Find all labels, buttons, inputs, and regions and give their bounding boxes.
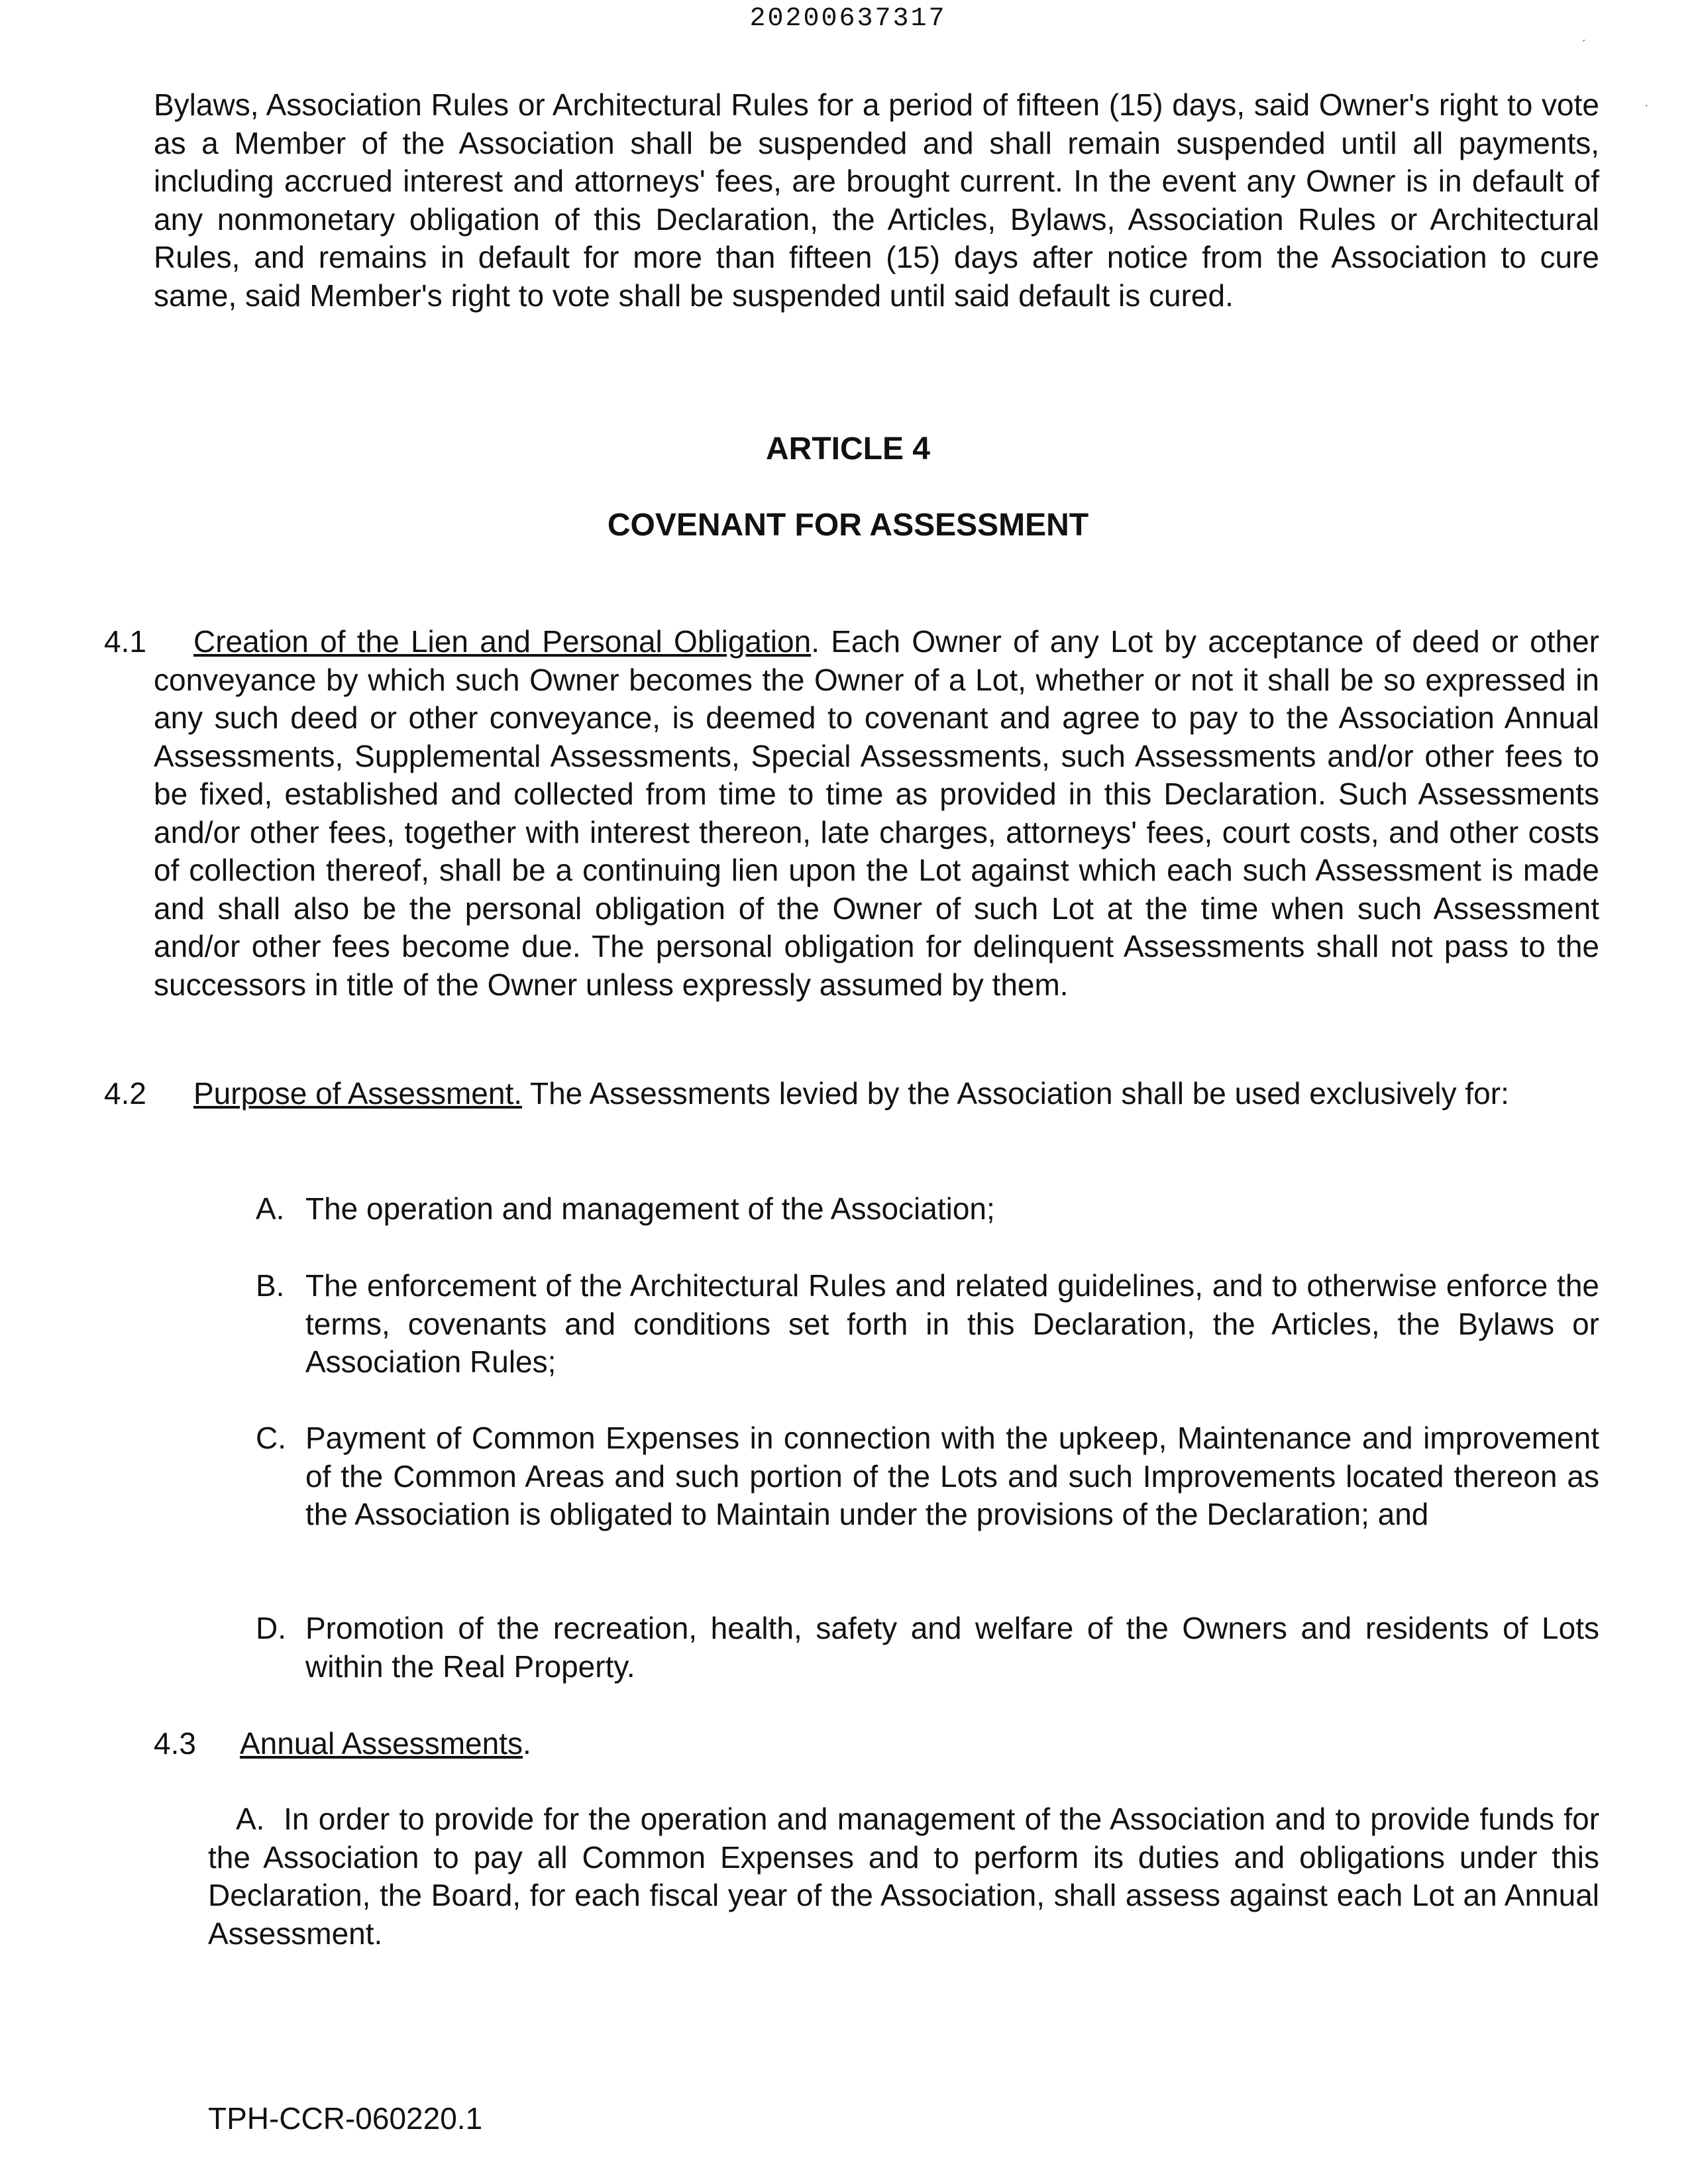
section-body: The Assessments levied by the Association shall be used exclusively for:	[522, 1076, 1509, 1111]
section-4-3	[154, 1725, 531, 1763]
list-item-text: Promotion of the recreation, health, safety and welfare of the Owners and residents of Lots within the Real Property.	[305, 1611, 1599, 1684]
section-body: . Each Owner of any Lot by acceptance of deed or other conveyance by which such Owner becomes the Owner of a Lot, whether or not it shall be so expressed in any such deed or other conveyance, is deemed to covenant and agree to pay to the Association Annual Assessments, Supplemental Assessments, Special Assessments, such Assessments and/or other fees to be fixed, established and collected from time to time as provided in this Declaration. Such Assessments and/or other fees, together with interest thereon, late charges, attorneys' fees, court costs, and other costs of collection thereof, shall be a continuing lien upon the Lot against which each such Assessment is made and shall also be the personal obligation of the Owner of such Lot at the time when such Assessment and/or other fees become due. The personal obligation for delinquent Assessments shall not pass to the successors in title of the Owner unless expressly assumed by them.	[154, 624, 1600, 1002]
section-title: Creation of the Lien and Personal Obligation	[193, 624, 812, 659]
section-4-1	[104, 623, 1600, 1004]
section-4-2	[104, 1075, 1599, 1113]
article-heading: ARTICLE 4	[765, 431, 930, 466]
list-item	[256, 1419, 1599, 1534]
list-item-text: The operation and management of the Association;	[305, 1191, 995, 1226]
list-item	[256, 1267, 1599, 1382]
subsection-letter: A.	[236, 1802, 265, 1836]
list-item-text: Payment of Common Expenses in connection with the upkeep, Maintenance and improvement of the Common Areas and such portion of the Lots and such Improvements located thereon as the Association is obligated to Maintain under the provisions of the Declaration; and	[305, 1421, 1599, 1531]
section-number: 4.1	[104, 624, 146, 659]
list-item-text: The enforcement of the Architectural Rules and related guidelines, and to otherwise enforce the terms, covenants and conditions set forth in this Declaration, the Articles, the Bylaws or Association Rules;	[305, 1268, 1599, 1379]
subsection-text: In order to provide for the operation and management of the Association and to provide funds for the Association to pay all Common Expenses and to perform its duties and obligations under this Declaration, the Board, for each fiscal year of the Association, shall assess against each Lot an Annual Assessment.	[208, 1802, 1600, 1951]
section-title: Purpose of Assessment.	[193, 1076, 523, 1111]
list-item-letter: C.	[256, 1421, 286, 1455]
list-item	[256, 1190, 1599, 1228]
subsection-4-3-a	[208, 1800, 1599, 1953]
section-title: Annual Assessments	[240, 1726, 523, 1761]
list-item	[256, 1610, 1599, 1686]
list-item-letter: D.	[256, 1611, 286, 1645]
scan-mark: ´	[1582, 38, 1587, 53]
section-number: 4.3	[154, 1726, 196, 1761]
footer-code: TPH-CCR-060220.1	[208, 2101, 483, 2136]
document-number: 20200637317	[749, 4, 947, 34]
section-title-suffix: .	[523, 1726, 531, 1761]
intro-paragraph: Bylaws, Association Rules or Architectural Rules for a period of fifteen (15) days, said Owner's right to vote as a Member of the Association shall be suspended and shall remain suspended until all payments, including accrued interest and attorneys' fees, are brought current. In the event any Owner is in default of any nonmonetary obligation of this Declaration, the Articles, Bylaws, Association Rules or Architectural Rules, and remains in default for more than fifteen (15) days after notice from the Association to cure same, said Member's right to vote shall be suspended until said default is cured.	[154, 87, 1599, 313]
scan-mark: ·	[1644, 98, 1649, 113]
list-item-letter: A.	[256, 1191, 285, 1226]
list-item-letter: B.	[256, 1268, 285, 1303]
section-number: 4.2	[104, 1076, 146, 1111]
article-title: COVENANT FOR ASSESSMENT	[607, 508, 1089, 543]
